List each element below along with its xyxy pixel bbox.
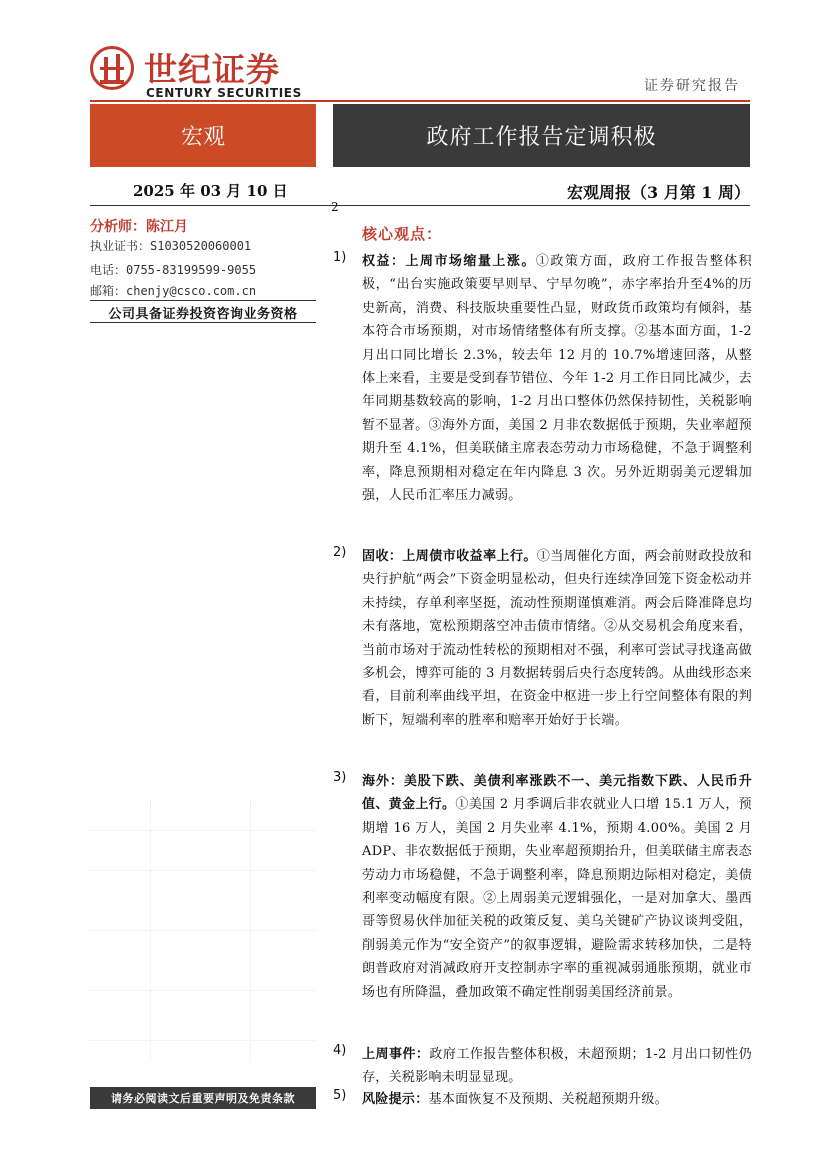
report-series: 宏观周报（3 月第 1 周） <box>567 183 750 202</box>
logo-emblem-icon <box>90 46 134 90</box>
item-text: ①当周催化方面，两会前财政投放和央行护航“两会”下资金明显松动，但央行连续净回笼下资金松动并未持续，存单利率坚挺，流动性预期谨慎难消。两会后降准降息均未有落地，宽松预期落空冲击债市情绪。②从交易机会角度来看，当前市场对于流动性转松的预期相对不强，利率可尝试寻找逢高做多机会，博弈可能的 3 月数据转弱后央行态度转鸽。从曲线形态来看，目前利率曲线平坦，在资金中枢进一步上行空间整体有限的判断下，短端利率的胜率和赔率开始好于长端。 <box>362 549 752 728</box>
disclaimer-notice: 请务必阅读文后重要声明及免责条款 <box>90 1087 316 1109</box>
item-number: 5) <box>333 1088 347 1103</box>
report-date: 2025 年 03 月 10 日 <box>133 182 288 200</box>
analyst-certificate: 执业证书：S1030520060001 <box>90 239 252 253</box>
item-text: 政府工作报告整体积极，未超预期；1-2 月出口韧性仍存，关税影响未明显显现。 <box>362 1047 752 1086</box>
sidebar-divider <box>90 322 316 323</box>
item-number: 2) <box>333 545 347 560</box>
company-qualification: 公司具备证券投资咨询业务资格 <box>108 307 298 322</box>
sidebar-divider <box>90 300 316 301</box>
item-paragraph <box>362 770 752 1004</box>
item-text: 基本面恢复不及预期、关税超预期升级。 <box>428 1092 668 1107</box>
item-label: 固收：上周债市收益率上行。 <box>362 549 537 564</box>
core-views-heading: 核心观点： <box>362 225 443 243</box>
item-paragraph <box>362 545 752 732</box>
item-text: ①政策方面，政府工作报告整体积极，“出台实施政策要早则早、宁早勿晚”，赤字率抬升至4%的历史新高，消费、科技版块重要性凸显，财政货币政策均有倾斜，基本符合市场预期，对市场情绪整体有所支撑。②基本面方面，1-2 月出口同比增长 2.3%，较去年 12 月的 10.7%增速回落，从整体上来看，主要是受到春节错位、今年 1-2 月工作日同比减少，去年同期基数较高的影响，1-2 月出口整体仍然保持韧性，关税影响暂不显著。③海外方面，美国 2 月非农数据低于预期，失业率超预期升至 4.1%，但美联储主席表态劳动力市场稳健，不急于调整利率，降息预期相对稳定在年内降息 3 次。另外近期弱美元逻辑加强，人民币汇率压力减弱。 <box>362 254 752 504</box>
sector-banner: 宏观 <box>90 104 316 167</box>
item-number: 3) <box>333 770 347 785</box>
logo-text-cn: 世纪证券 <box>144 50 280 89</box>
page-number: 2 <box>331 200 339 214</box>
document-type-label: 证券研究报告 <box>644 78 740 94</box>
item-text: ①美国 2 月季调后非农就业人口增 15.1 万人，预期增 16 万人，美国 2 月失业率 4.1%，预期 4.00%。美国 2 月 ADP、非农数据低于预期，失业率超预期抬升，但美联储主席表态劳动力市场稳健，不急于调整利率，降息预期边际相对稳定，美债利率变动幅度有限。②上周弱美元逻辑强化，一是对加拿大、墨西哥等贸易伙伴加征关税的政策反复、美乌关键矿产协议谈判受阻，削弱美元作为“安全资产”的叙事逻辑，避险需求转移加快，二是特朗普政府对消减政府开支控制赤字率的重视减弱通胀预期，就业市场也有所降温，叠加政策不确定性削弱美国经济前景。 <box>362 797 752 1000</box>
company-logo <box>90 46 306 102</box>
item-number: 1) <box>333 250 347 265</box>
analyst-phone: 电话：0755-83199599-9055 <box>90 263 257 277</box>
item-paragraph <box>362 1088 752 1111</box>
report-title: 政府工作报告定调积极 <box>333 104 750 167</box>
subheader-divider <box>90 205 750 206</box>
analyst-name: 分析师：陈江月 <box>90 219 188 235</box>
logo-text-en: CENTURY SECURITIES <box>146 86 302 100</box>
header-divider <box>90 100 750 102</box>
item-paragraph <box>362 250 752 507</box>
item-number: 4) <box>333 1043 347 1058</box>
analyst-email: 邮箱：chenjy@csco.com.cn <box>90 284 257 298</box>
item-paragraph <box>362 1043 752 1090</box>
watermark-pattern <box>90 800 316 1060</box>
item-label: 上周事件： <box>362 1047 430 1062</box>
item-label: 权益：上周市场缩量上涨。 <box>362 254 536 269</box>
item-label: 海外：美股下跌、美债利率涨跌不一、美元指数下跌、人民币升值、黄金上行。 <box>362 774 752 813</box>
item-label: 风险提示： <box>362 1092 429 1107</box>
